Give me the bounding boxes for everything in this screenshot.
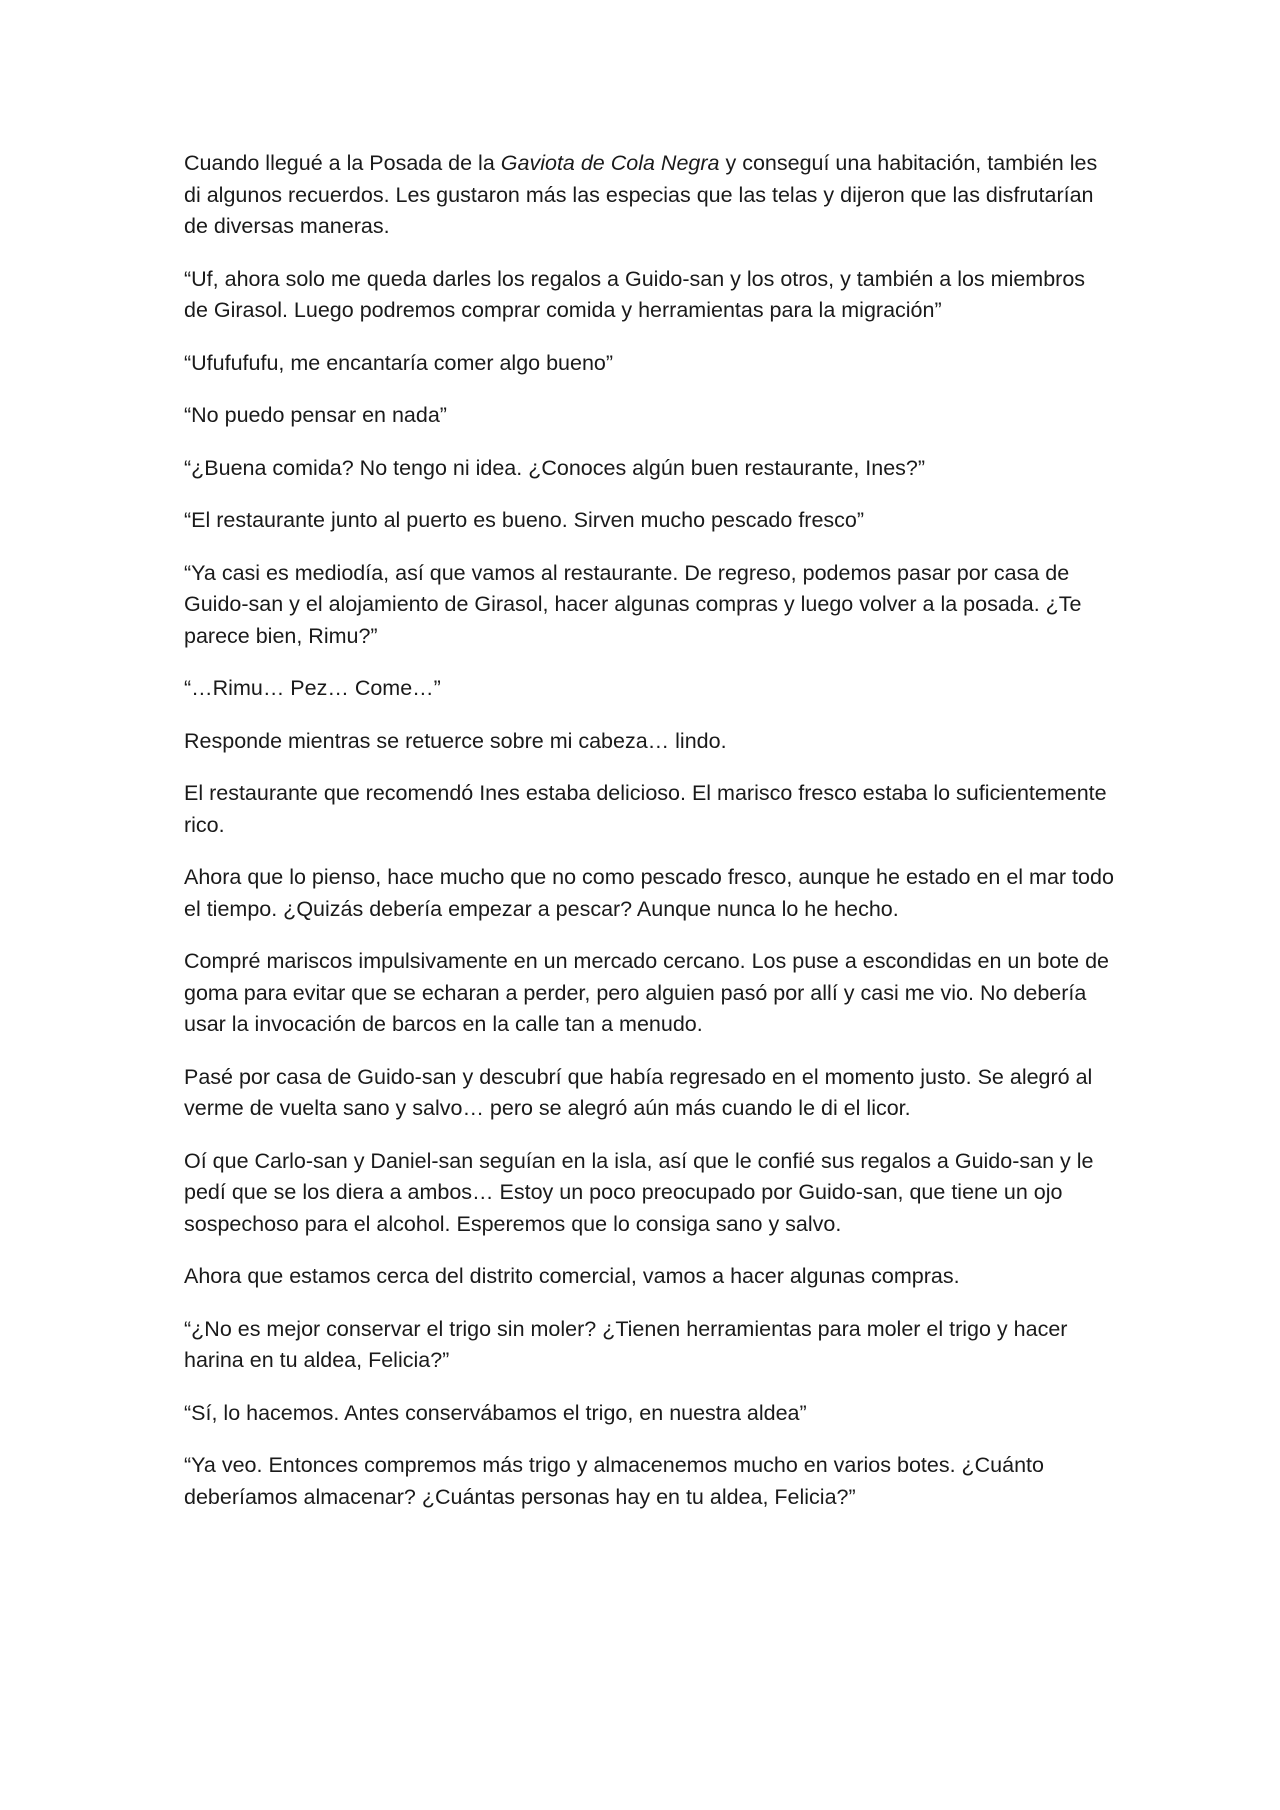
paragraph-1 xyxy=(184,148,1114,243)
document-body xyxy=(184,148,1114,1534)
paragraph-5: “¿Buena comida? No tengo ni idea. ¿Conoces algún buen restaurante, Ines?” xyxy=(184,455,926,480)
paragraph-8: “…Rimu… Pez… Come…” xyxy=(184,676,441,700)
paragraph-12: Compré mariscos impulsivamente en un mercado cercano. Los puse a escondidas en un bote de goma para evitar que se echaran a perder, pero alguien pasó por allí y casi me vio. No debería usar la invocación de barcos en la calle tan a menudo. xyxy=(184,949,1110,1036)
paragraph-16: “¿No es mejor conservar el trigo sin moler? ¿Tienen herramientas para moler el trigo y hacer harina en tu aldea, Felicia?” xyxy=(184,1316,1068,1372)
paragraph-14: Oí que Carlo-san y Daniel-san seguían en la isla, así que le confié sus regalos a Guido-san y le pedí que se los diera a ambos… Estoy un poco preocupado por Guido-san, que tiene un ojo sospechoso para el alcohol. Esperemos que lo consiga sano y salvo. xyxy=(184,1148,1094,1236)
paragraph-3: “Ufufufufu, me encantaría comer algo bueno” xyxy=(184,350,614,375)
paragraph-13: Pasé por casa de Guido-san y descubrí que había regresado en el momento justo. Se alegró al verme de vuelta sano y salvo… pero se alegró aún más cuando le di el licor. xyxy=(184,1064,1093,1120)
paragraph-4: “No puedo pensar en nada” xyxy=(184,403,447,427)
paragraph-1-end: y conseguí una habitación, también les di algunos recuerdos. Les gustaron más las especias que las telas y dijeron que las disfrutarían de diversas maneras. xyxy=(184,151,1098,238)
inn-name: Gaviota de Cola Negra xyxy=(500,151,720,175)
paragraph-7: “Ya casi es mediodía, así que vamos al restaurante. De regreso, podemos pasar por casa de Guido-san y el alojamiento de Girasol, hacer algunas compras y luego volver a la posada. ¿Te parece bien, Rimu?” xyxy=(184,560,1082,648)
paragraph-1-start: Cuando llegué a la Posada de la xyxy=(184,151,501,175)
paragraph-11: Ahora que lo pienso, hace mucho que no como pescado fresco, aunque he estado en el mar todo el tiempo. ¿Quizás debería empezar a pescar? Aunque nunca lo he hecho. xyxy=(184,865,1114,921)
paragraph-17: “Sí, lo hacemos. Antes conservábamos el trigo, en nuestra aldea” xyxy=(184,1400,807,1425)
paragraph-9: Responde mientras se retuerce sobre mi cabeza… lindo. xyxy=(184,728,727,753)
paragraph-2: “Uf, ahora solo me queda darles los regalos a Guido-san y los otros, y también a los miembros de Girasol. Luego podremos comprar comida y herramientas para la migración” xyxy=(184,266,1086,322)
paragraph-18: “Ya veo. Entonces compremos más trigo y almacenemos mucho en varios botes. ¿Cuánto deberíamos almacenar? ¿Cuántas personas hay en tu aldea, Felicia?” xyxy=(184,1453,1044,1509)
paragraph-10: El restaurante que recomendó Ines estaba delicioso. El marisco fresco estaba lo suficientemente rico. xyxy=(184,781,1107,837)
paragraph-15: Ahora que estamos cerca del distrito comercial, vamos a hacer algunas compras. xyxy=(184,1264,960,1288)
paragraph-6: “El restaurante junto al puerto es bueno. Sirven mucho pescado fresco” xyxy=(184,508,865,532)
